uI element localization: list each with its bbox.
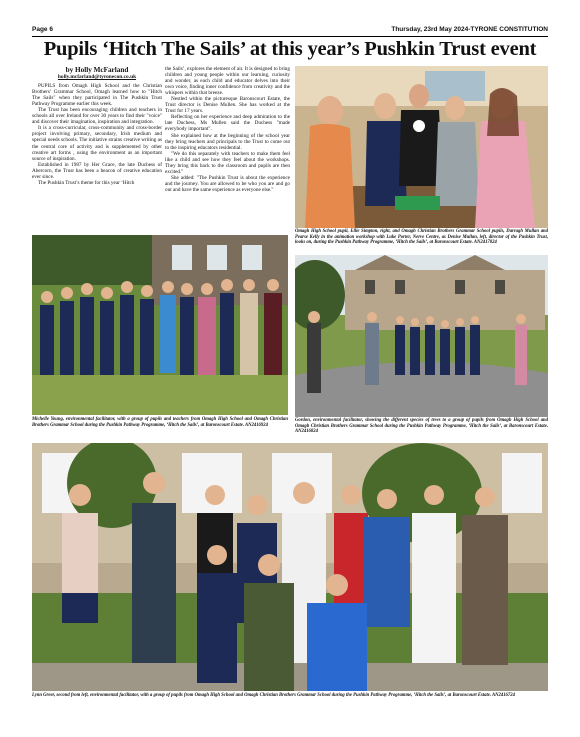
caption-photo-3: Gordon, environmental facilitator, showing the different species of trees to a group of pupils from Omagh High School and Omagh Christian Brothers Grammar School during the Pushkin Pathway Programme, ‘Hitch the Sails’, at Baronscourt Estate. AN2416824 (295, 418, 548, 435)
issue-date: Thursday, 23rd May 2024-TYRONE CONSTITUTION (391, 26, 548, 33)
article-column-1 (32, 66, 162, 186)
paragraph: Established in 1987 by Her Grace, the late Duchess of Abercorn, the Trust has been a beacon of creative education ever since. (32, 161, 162, 180)
caption-photo-4: Lynn Greer, second from left, environmental facilitator, with a group of pupils from Omagh High School and Omagh Christian Brothers Grammar School during the Pushkin Pathway Programme, ‘Hitch the Sails’, at Baronscourt Estate. AN2416724 (32, 693, 515, 698)
photo-gordon-trees (295, 255, 548, 417)
paragraph: Nestled within the picturesque Baronscourt Estate, the Trust director is Denise Mullen. She has worked at the Trust for 17 years. (165, 96, 290, 115)
paragraph: PUPILS from Omagh High School and the Christian Brothers’ Grammar School, Omagh learned how to "Hitch The Sails" when they participated in The Pushkin Trust Pathway Programme earlier this week. (32, 83, 162, 108)
paragraph: The Trust has been encouraging children and teachers in schools all over Ireland for over 30 years to find their "voice" and discover their imagination, inspiration and integration. (32, 107, 162, 126)
paragraph: She explained how at the beginning of the school year they bring teachers and principals to the Trust to come out to the inspiring educators residential. (165, 132, 290, 151)
caption-photo-2: Michelle Young, environmental facilitator, with a group of pupils and teachers from Omagh High School and Omagh Christian Brothers Grammar School during the Pushkin Pathway Programme, ‘Hitch the Sails’, at Baronscourt Estate. AN2416924 (32, 417, 288, 428)
byline: by Holly McFarland (65, 66, 129, 74)
photo-animation-workshop (295, 66, 548, 228)
paragraph: She added: "The Pushkin Trust is about the experience and the journey. You are allowed to be who you are and go out and have the same experience as everyone else." (165, 174, 290, 193)
article-column-2 (165, 66, 290, 193)
paragraph: The Pushkin Trust’s theme for this year ‘Hitch (38, 179, 135, 186)
photo-group-michelle-young (32, 235, 288, 415)
page-number: Page 6 (32, 26, 53, 33)
page-header (32, 26, 548, 37)
author-email[interactable]: holly.mcfarland@tyronecon.co.uk (57, 74, 137, 80)
caption-photo-1: Omagh High School pupil, Ellie Simpton, right, and Omagh Christian Brothers Grammar School pupils, Darragh Mullan and Pearse Kelly in the animation workshop with Luke Porter, Nerve Centre, as Denise Mullan, left, director of the Pushkin Trust, looks on, during the Pushkin Pathway Programme, ‘Hitch the Sails’, at Baronscourt Estate. AN2417024 (295, 229, 548, 246)
paragraph: Reflecting on her experience and deep admiration to the late Duchess, Ms Mullen said the Duchess "made everybody important". (165, 114, 290, 133)
photo-group-lynn-greer (32, 443, 548, 691)
paragraph: "We do this separately with teachers to make them feel like a child and see how they feel about the workshops. They bring this back to the classroom and pupils are then excited." (165, 150, 290, 175)
paragraph: the Sails’, explores the element of air. It is designed to bring children and young people within our learning, curiosity and wonder, as each child and educator delves into their own voice, finding inner confidence from creativity and the whispers within that breeze. (165, 66, 290, 97)
paragraph: It is a cross-curricular, cross-community and cross-border project involving primary, secondary, Irish medium and special needs schools. The initiative strains creative writing as the central core of activity and is supplemented by other creative art forms , using the environment as an important source of inspiration. (32, 125, 162, 162)
headline: Pupils ‘Hitch The Sails’ at this year’s Pushkin Trust event (43, 38, 537, 60)
